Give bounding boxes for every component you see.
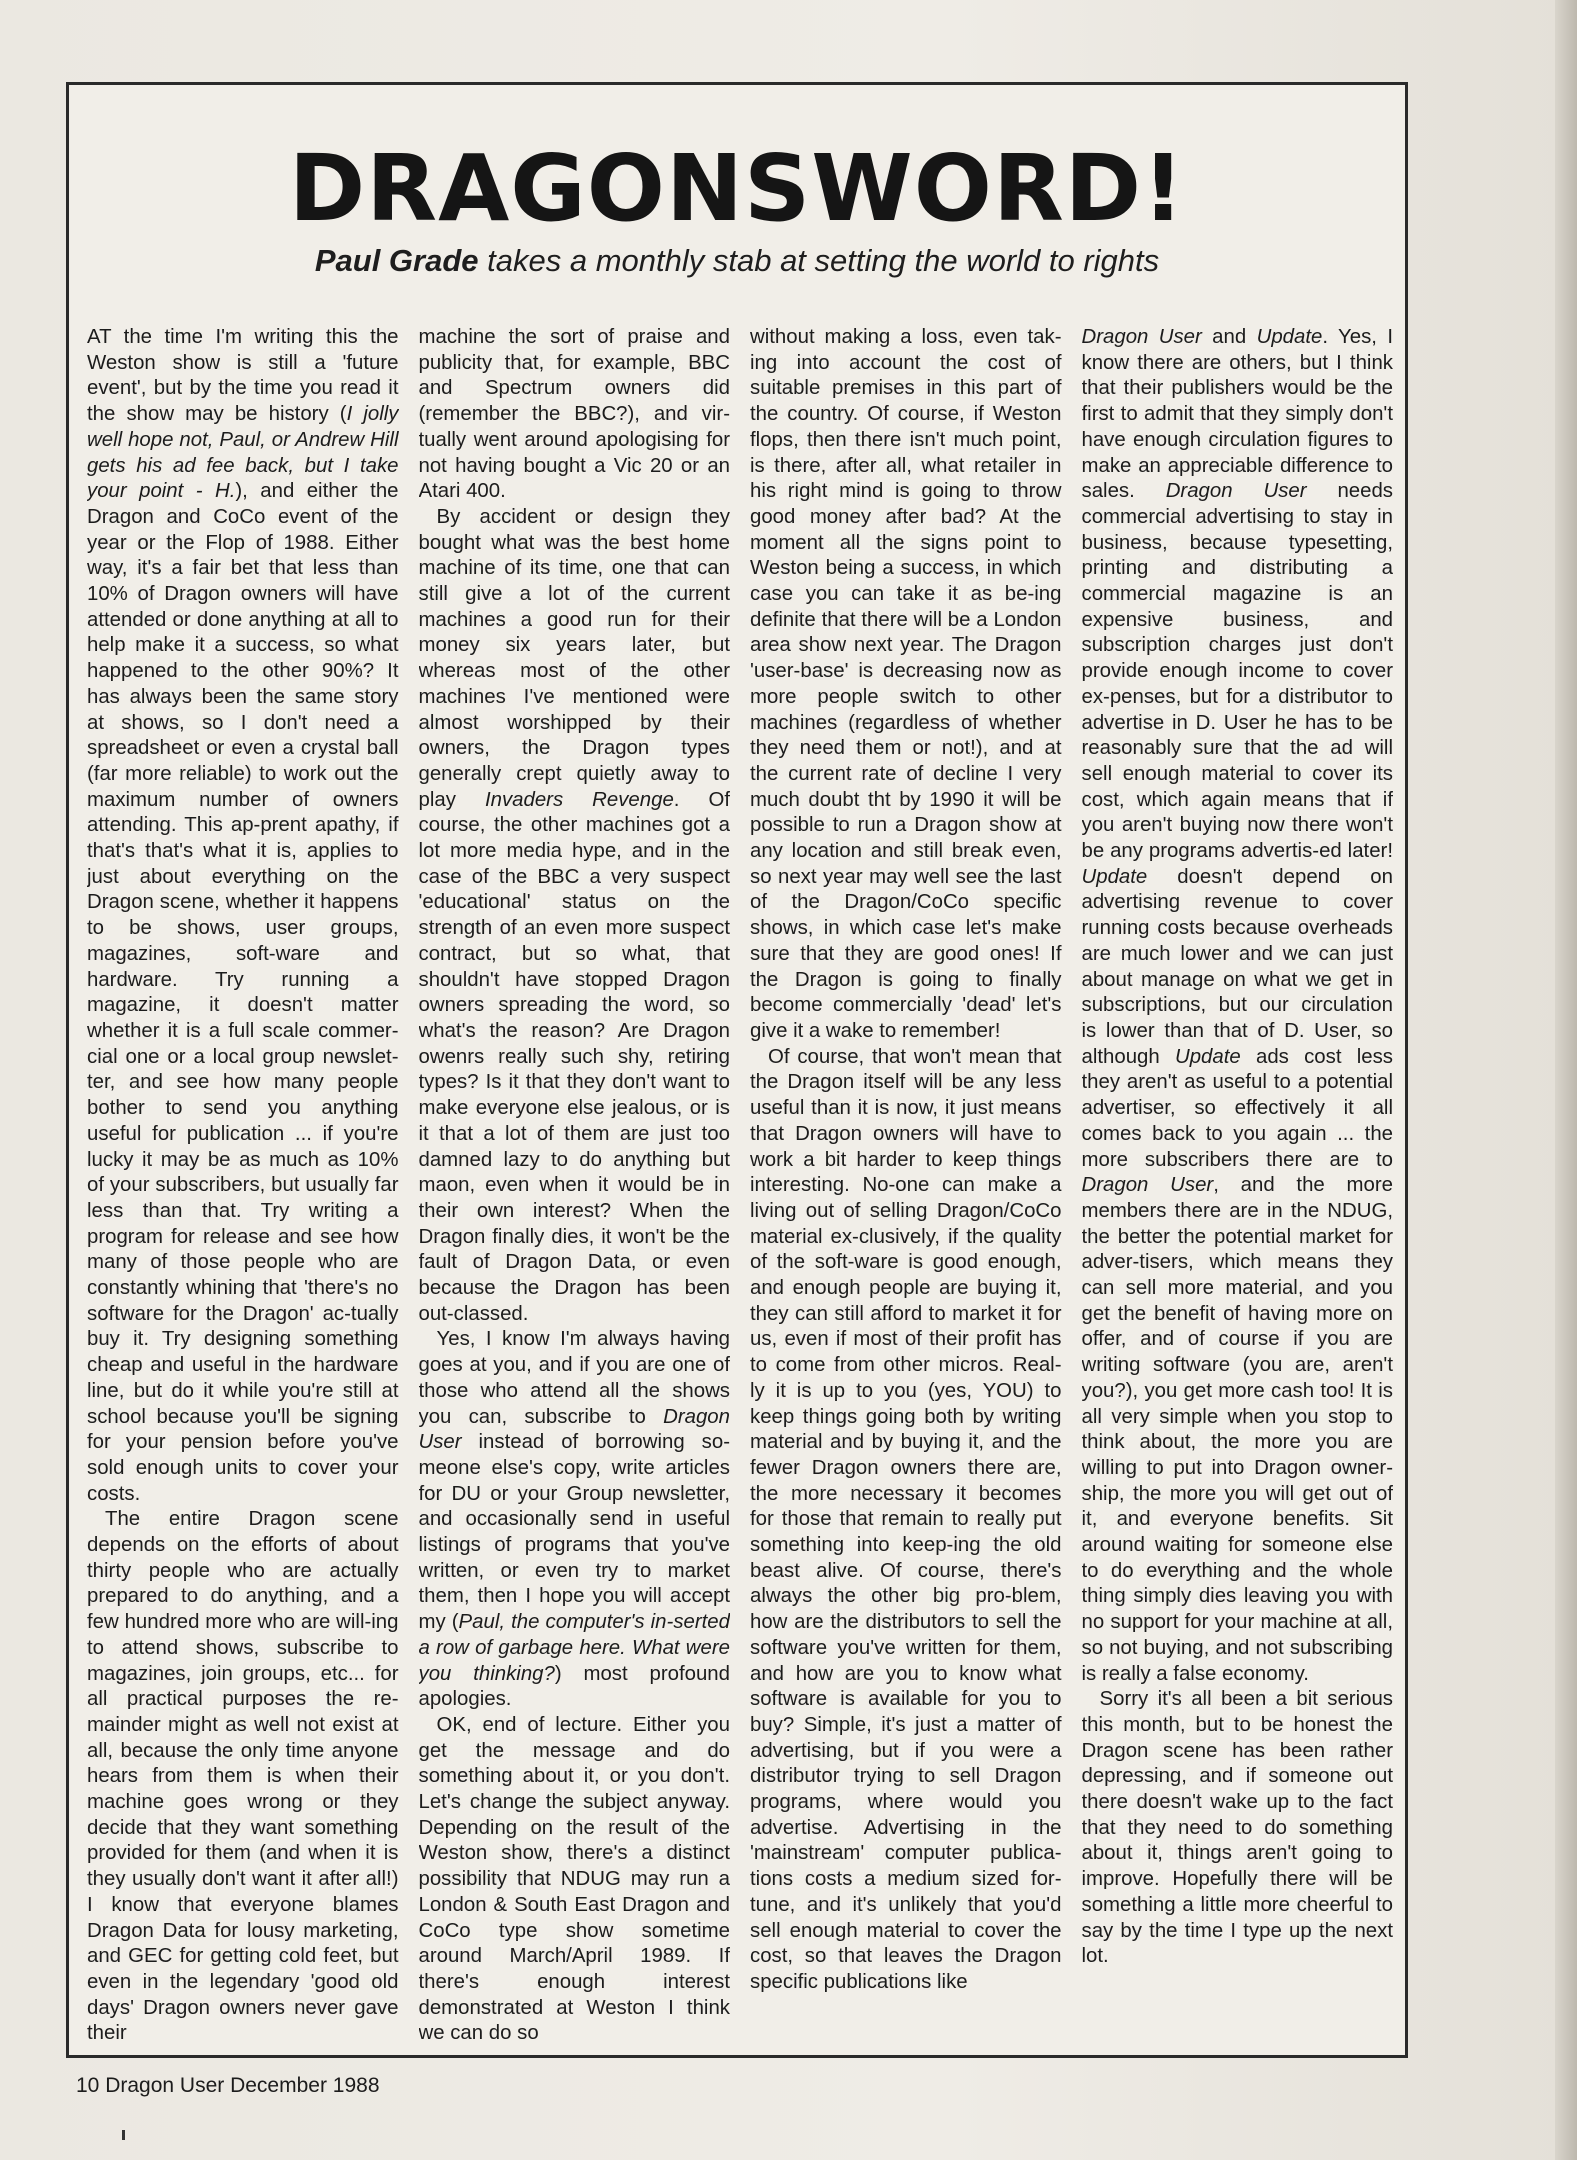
paragraph: [750, 1045, 1062, 1996]
text-run: By accident or design they bought what was the best home machine of its time, one that can still give a lot of the current machines a good run for their money six years later, but whereas most of the other machines I've mentioned were almost worshipped by their owners, the Dragon types generally crept quietly away to play: [418, 505, 730, 811]
article-subtitle: [69, 243, 1405, 279]
italic-text: Update: [1081, 865, 1148, 888]
paragraph: [1082, 325, 1394, 1687]
text-run: The entire Dragon scene depends on the efforts of about thirty people who are actually prepared to do anything, and a few hundred more who are will-ing to attend shows, subscribe to magazines, join groups, etc... for all practical purposes the re-mainder might as well not exist at all, because the only time anyone hears from them is when their machine goes wrong or they decide that they want something provided for them (and when it is they usually don't want it after all!) I know that everyone blames Dragon Data for lousy marketing, and GEC for getting cold feet, but even in the legendary 'good old days' Dragon owners never gave their: [87, 1508, 399, 2045]
text-run: Sorry it's all been a bit serious this month, but to be honest the Dragon scene has been rather depressing, and if someone out there doesn't wake up to the fact that they need to do something about it, things aren't going to improve. Hopefully there will be something a little more cheerful to say by the time I type up the next lot.: [1081, 1688, 1393, 1968]
text-run: machine the sort of praise and publicity that, for example, BBC and Spectrum owners did (remember the BBC?), and vir-tually went around apologising for not having bought a Vic 20 or an Atari 400.: [418, 326, 730, 503]
text-run: ), and either the Dragon and CoCo event of the year or the Flop of 1988. Either way, it's a fair bet that less than 10% of Dragon owners will have attended or done anything at all to help make it a success, so what happened to the other 90%? It has always been the same story at shows, so I don't need a spreadsheet or even a crystal ball (far more reliable) to work out the maximum number of owners attending. This ap-prent apathy, if that's that's what it is, applies to just about everything on the Dragon scene, whether it happens to be shows, user groups, magazines, soft-ware and hardware. Try running a magazine, it doesn't matter whether it is a full scale commer-cial one or a local group newslet-ter, and see how many people bother to send you anything useful for publication ... if you're lucky it may be as much as 10% of your subscribers, but usually far less than that. Try writing a program for release and see how many of those people who are constantly whining that 'there's no software for the Dragon' ac-tually buy it. Try designing something cheap and useful in the hardware line, but do it while you're still at school because you'll be signing for your pension before you've sold enough units to cover your costs.: [87, 480, 399, 1505]
text-run: without making a loss, even tak-ing into account the cost of suitable premises in this part of the country. Of course, if Weston flops, then there isn't much point, is there, after all, what retailer in his right mind is going to throw good money after bad? At the moment all the signs point to Weston being a success, in which case you can take it as be-ing definite that there will be a London area show next year. The Dragon 'user-base' is decreasing now as more people switch to other machines (regardless of whether they need them or not!), and at the current rate of decline I very much doubt tht by 1990 it will be possible to run a Dragon show at any location and still break even, so next year may well see the last of the Dragon/CoCo specific shows, in which case let's make sure that they are good ones! If the Dragon is going to finally become commercially 'dead' let's give it a wake to remember!: [750, 326, 1062, 1042]
text-run: needs commercial advertising to stay in business, because typesetting, printing and distributing a commercial magazine is an expensive business, and subscription charges just don't provide enough income to cover ex-penses, but for a distributor to advertise in D. User he has to be reasonably sure that the ad will sell enough material to cover its cost, which again means that if you aren't buying now there won't be any programs advertis-ed later!: [1081, 480, 1393, 863]
italic-text: Dragon User: [418, 1405, 730, 1454]
paragraph: [419, 1713, 731, 2045]
column-1: [87, 325, 399, 2045]
paragraph: [87, 325, 399, 1507]
italic-text: Dragon User: [1081, 326, 1202, 348]
paragraph: [419, 1327, 731, 1713]
text-run: ads cost less they aren't as useful to a potential advertiser, so effectively it all comes back to you again ... the more subscribers there are to: [1081, 1045, 1393, 1171]
text-run: . Yes, I know there are others, but I think that their publishers would be the first to admit that they simply don't have enough circulation figures to make an appreciable difference to sales.: [1081, 326, 1393, 503]
article-title: DRAGONSWORD!: [288, 135, 1186, 242]
italic-text: Dragon User: [1165, 480, 1307, 503]
text-run: instead of borrowing so-meone else's copy, write articles for DU or your Group newsletter, and occasionally send in useful listings of programs that you've written, or even try to market them, then I hope you will accept my (: [418, 1431, 730, 1634]
italic-text: I jolly well hope not, Paul, or Andrew Hill gets his ad fee back, but I take your point - H.: [87, 403, 399, 503]
column-2: [419, 325, 731, 2045]
text-run: Of course, that won't mean that the Dragon itself will be any less useful than it is now, it just means that Dragon owners will have to work a bit harder to keep things interesting. No-one can make a living out of selling Dragon/CoCo material ex-clusively, if the quality of the soft-ware is good enough, and enough people are buying it, they can still afford to market it for us, even if most of their profit has to come from other micros. Real-ly it is up to you (yes, YOU) to keep things going both by writing material and by buying it, and the fewer Dragon owners there are, the more necessary it becomes for those that remain to really put something into keep-ing the old beast alive. Of course, there's always the other big pro-blem, how are the distributors to sell the software you've written for them, and how are you to know what software is available for you to buy? Simple, it's just a matter of advertising, but if you were a distributor trying to sell Dragon programs, where would you advertise. Advertising in the 'mainstream' computer publica-tions costs a medium sized for-tune, and it's unlikely that you'd sell enough material to cover the cost, so that leaves the Dragon specific publications like: [750, 1045, 1062, 1993]
paragraph: [1082, 1687, 1394, 1970]
italic-text: Update: [1174, 1045, 1241, 1068]
italic-text: Invaders Revenge: [484, 788, 674, 811]
italic-text: Update: [1256, 326, 1323, 348]
paragraph: [419, 505, 731, 1328]
text-run: . Of course, the other machines got a lot more media hype, and in the case of the BBC a very suspect 'educational' status on the strength of an even more suspect contract, but so what, that shouldn't have stopped Dragon owners spreading the word, so what's the reason? Are Dragon owenrs really such shy, retiring types? Is it that they don't want to make everyone else jealous, or is it that a lot of them are just too damned lazy to do anything but maon, even when it would be in their own interest? When the Dragon finally dies, it won't be the fault of Dragon Data, or even because the Dragon has been out-classed.: [418, 788, 730, 1325]
column-3: [750, 325, 1062, 2045]
article-frame: [66, 82, 1408, 2058]
text-run: , and the more members there are in the NDUG, the better the potential market for adver-tisers, which means they can sell more material, and you get the benefit of having more on offer, and of course if you are writing software (you are, aren't you?), you get more cash too! It is all very simple when you stop to think about, the more you are willing to put into Dragon owner-ship, the more you will get out of it, and everyone benefits. Sit around waiting for someone else to do everything and the whole thing simply dies leaving you with no support for your machine at all, so not buying, and not subscribing is really a false economy.: [1081, 1174, 1393, 1685]
column-4: [1082, 325, 1394, 2045]
text-run: ) most profound apologies.: [418, 1662, 730, 1711]
paragraph: [419, 325, 731, 505]
article-body: [87, 325, 1393, 2045]
author-name: Paul Grade: [314, 243, 479, 278]
print-mark: [122, 2130, 125, 2140]
paragraph: [87, 1507, 399, 2045]
page-footer: 10 Dragon User December 1988: [76, 2074, 380, 2097]
subtitle-text: takes a monthly stab at setting the world to rights: [478, 243, 1160, 278]
italic-text: Dragon User: [1081, 1174, 1214, 1197]
text-run: OK, end of lecture. Either you get the message and do something about it, or you don't. Let's change the subject anyway. Depending on the result of the Weston show, there's a distinct possibility that NDUG may run a London & South East Dragon and CoCo type show sometime around March/April 1989. If there's enough interest demonstrated at Weston I think we can do so: [418, 1713, 730, 2045]
paragraph: [750, 325, 1062, 1045]
text-run: AT the time I'm writing this the Weston show is still a 'future event', but by the time you read it the show may be history (: [87, 326, 399, 426]
text-run: and: [1201, 326, 1257, 348]
page-edge-shadow: [1555, 0, 1577, 2160]
italic-text: Paul, the computer's in-serted a row of garbage here. What were you thinking?: [418, 1611, 730, 1685]
text-run: Yes, I know I'm always having goes at you, and if you are one of those who attend all the shows you can, subscribe to: [418, 1328, 730, 1428]
text-run: doesn't depend on advertising revenue to cover running costs because overheads are much lower and we can just about manage on what we get in subscriptions, but our circulation is lower than that of D. User, so although: [1081, 865, 1393, 1068]
